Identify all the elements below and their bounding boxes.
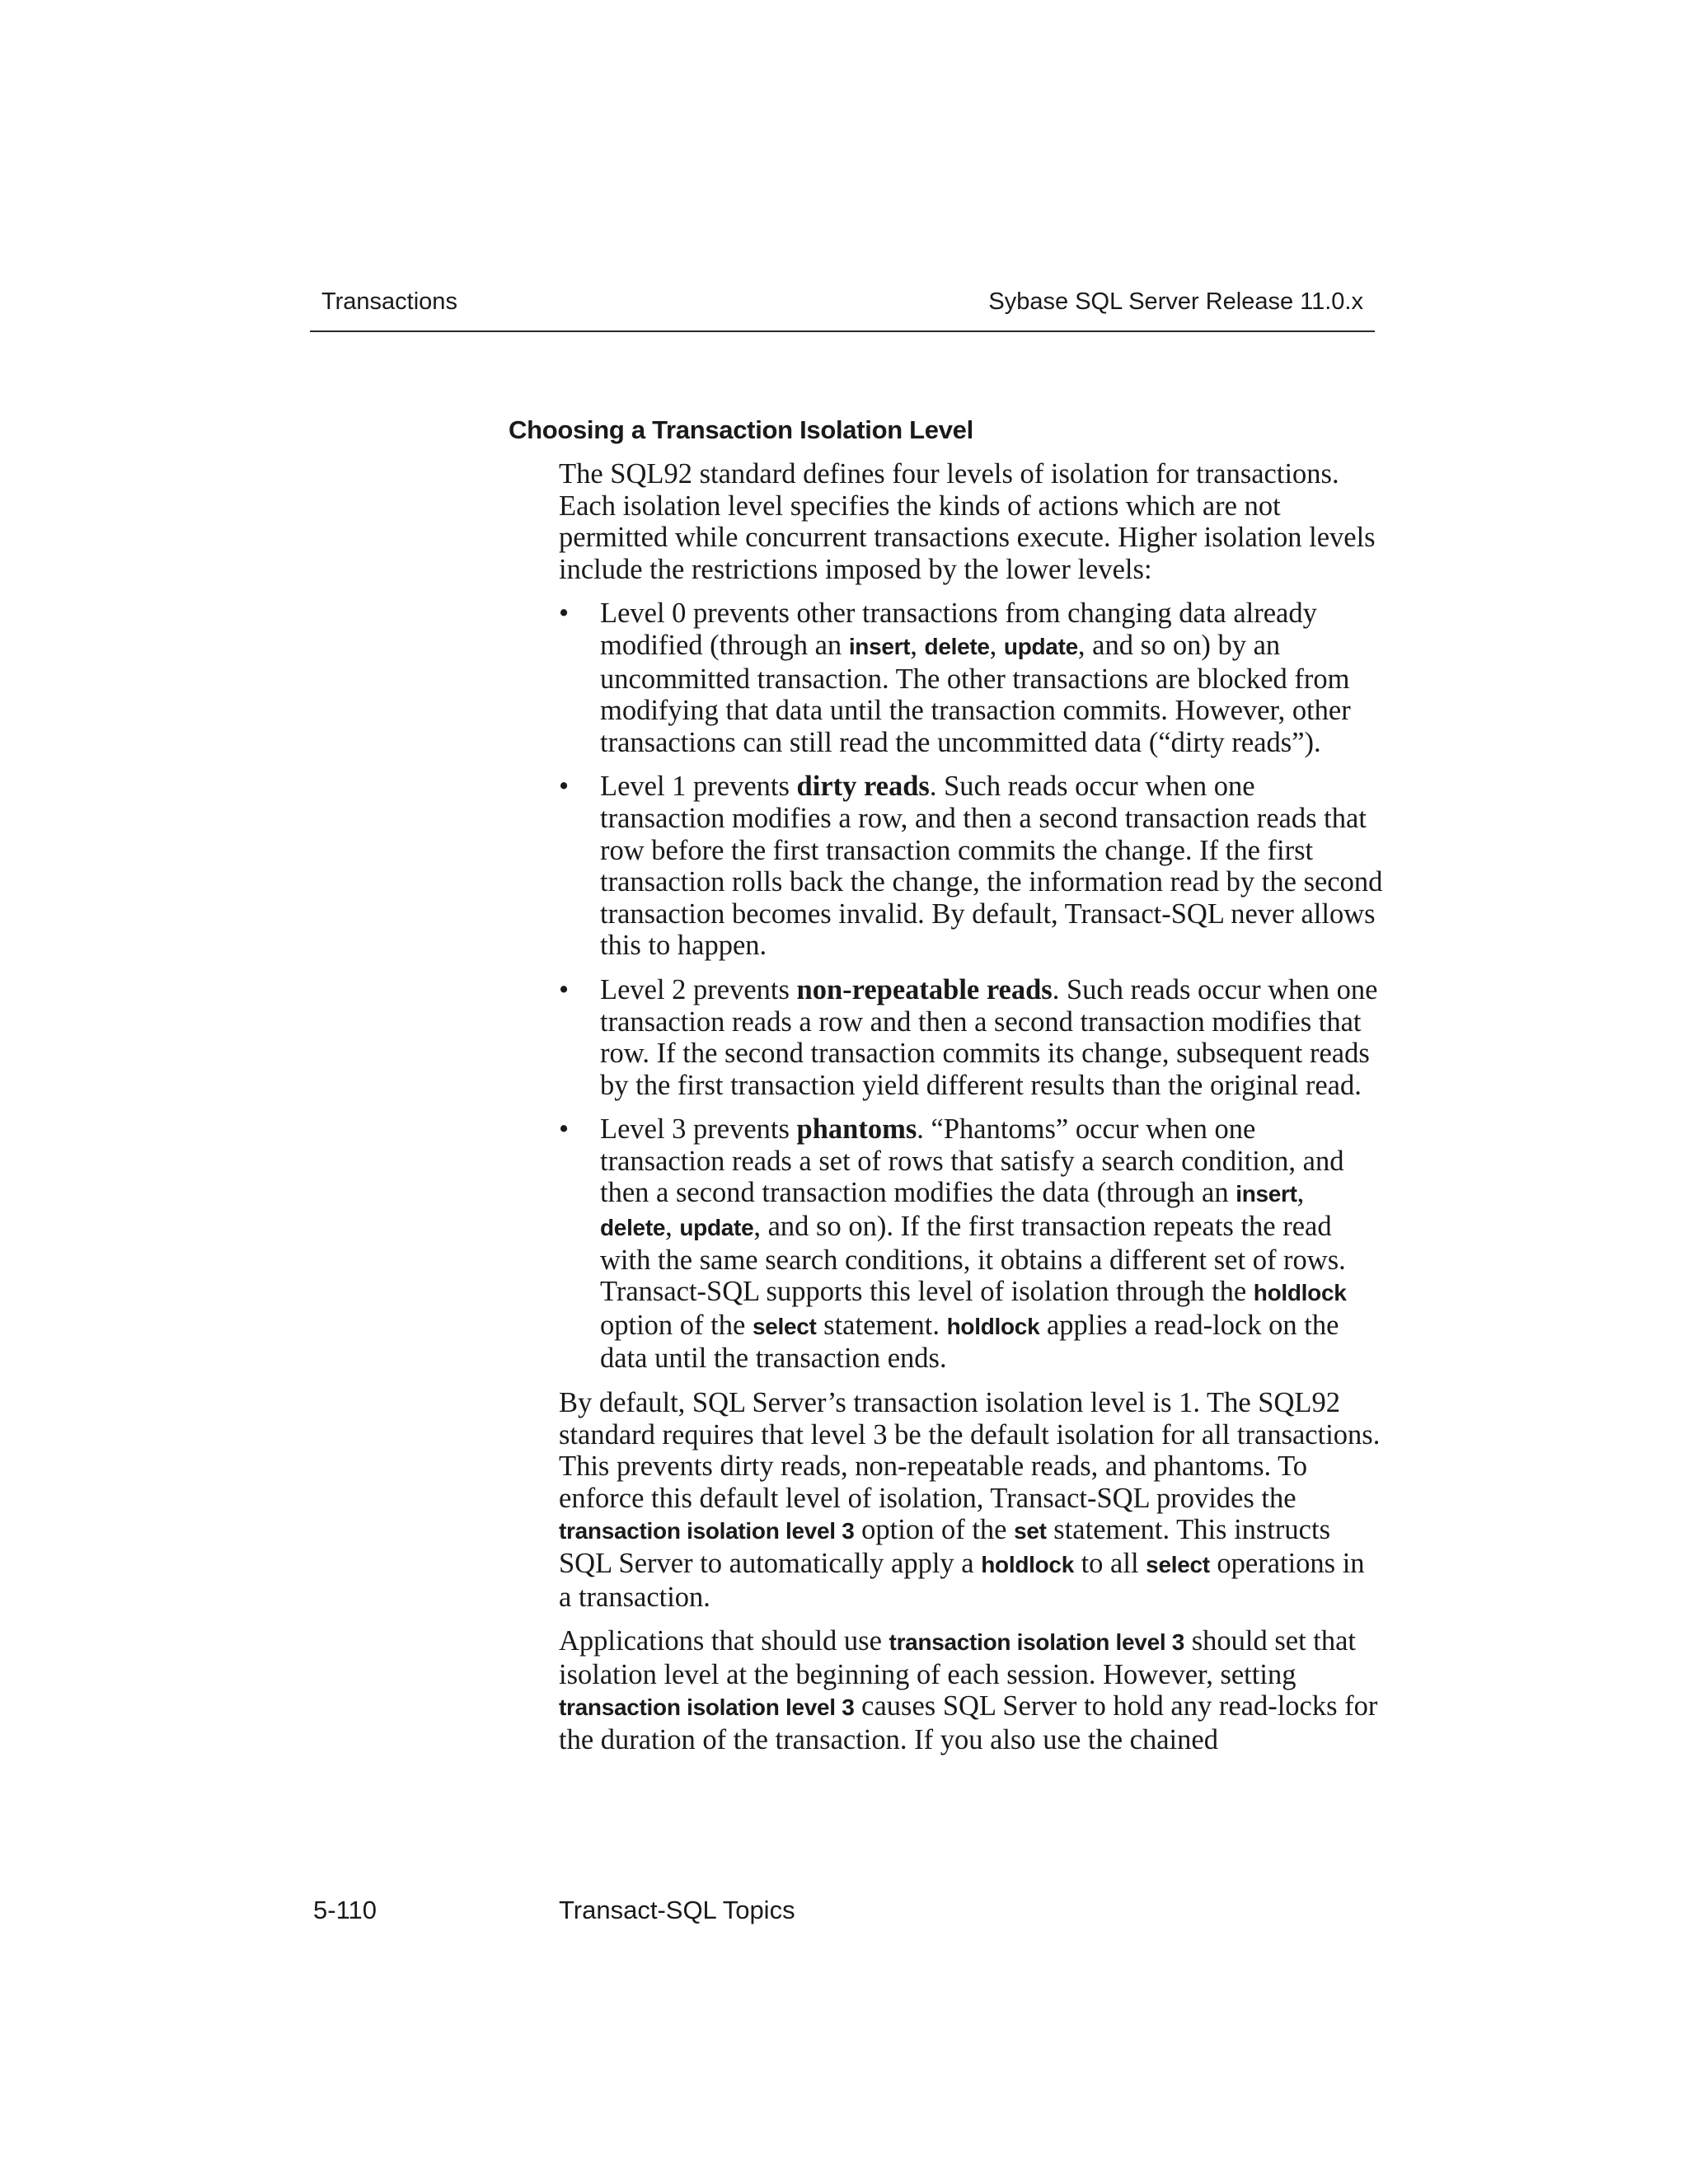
term-dirty-reads: dirty reads (796, 771, 930, 803)
keyword: update (1003, 633, 1078, 659)
header-product-release: Sybase SQL Server Release 11.0.x (988, 288, 1363, 315)
list-item-level-3: • Level 3 prevents phantoms. “Phantoms” occur when one transaction reads a set of rows that satisfy a search condition, and then a second transaction modifies the data (through an insert, delete, update, and so on). If the first transaction repeats the read with the same search conditions, it obtains a different set of rows. Transact-SQL supports this level of isolation through the holdlock option of the select statement. holdlock applies a read-lock on the data until the transaction ends. (559, 1113, 1347, 1375)
term-phantoms: phantoms (796, 1113, 917, 1146)
intro-paragraph: The SQL92 standard defines four levels of isolation for transactions. Each isolation level specifies the kinds of actions which are not permitted while concurrent transactions execute. Higher isolation levels include the restrictions imposed by the lower levels: (559, 458, 1376, 585)
keyword: delete (924, 633, 990, 659)
keyword: select (752, 1313, 817, 1339)
list-item-level-1: • Level 1 prevents dirty reads. Such reads occur when one transaction modifies a row, and then a second transaction reads that row before the first transaction commits the change. If the first transaction rolls back the change, the information read by the second transaction becomes invalid. By default, Transact-SQL never allows this to happen. (559, 771, 1383, 962)
bullet-icon: • (559, 1113, 570, 1146)
section-heading: Choosing a Transaction Isolation Level (509, 415, 973, 444)
body-text (559, 458, 1383, 1756)
bullet-icon: • (559, 771, 570, 803)
keyword: transaction isolation level 3 (559, 1518, 855, 1544)
header-chapter-title: Transactions (321, 288, 457, 315)
keyword: delete (600, 1215, 666, 1241)
keyword: transaction isolation level 3 (889, 1629, 1185, 1656)
keyword: holdlock (946, 1313, 1040, 1339)
keyword: set (1014, 1518, 1047, 1544)
term-non-repeatable-reads: non-repeatable reads (796, 973, 1053, 1005)
default-level-paragraph: By default, SQL Server’s transaction isolation level is 1. The SQL92 standard requires that level 3 be the default isolation for all transactions. This prevents dirty reads, non-repeatable reads, and phantoms. To enforce this default level of isolation, Transact-SQL provides the transaction isolation level 3 option of the set statement. This instructs SQL Server to automatically apply a holdlock to all select operations in a transaction. (559, 1387, 1381, 1613)
running-header (310, 285, 1375, 335)
keyword: transaction isolation level 3 (559, 1694, 855, 1721)
keyword: holdlock (1253, 1280, 1347, 1306)
bullet-icon: • (559, 598, 570, 630)
isolation-levels-list (559, 598, 1383, 1375)
keyword: holdlock (981, 1552, 1074, 1577)
footer-book-title: Transact-SQL Topics (559, 1896, 795, 1924)
list-item-level-0: • Level 0 prevents other transactions from changing data already modified (through an insert, delete, update, and so on) by an uncommitted transaction. The other transactions are blocked from modifying that data until the transaction commits. However, other transactions can still read the uncommitted data (“dirty reads”). (559, 598, 1351, 758)
applications-paragraph: Applications that should use transaction isolation level 3 should set that isolation level at the beginning of each session. However, setting transaction isolation level 3 causes SQL Server to hold any read-locks for the duration of the transaction. If you also use the chained (559, 1625, 1378, 1755)
keyword: select (1146, 1552, 1210, 1577)
header-rule (310, 330, 1375, 332)
footer-page-number: 5-110 (313, 1896, 377, 1924)
keyword: insert (1236, 1181, 1297, 1207)
keyword: update (679, 1215, 754, 1241)
keyword: insert (848, 633, 911, 659)
list-item-level-2: • Level 2 prevents non-repeatable reads. Such reads occur when one transaction reads a row and then a second transaction modifies that row. If the second transaction commits its change, subsequent reads by the first transaction yield different results than the original read. (559, 973, 1378, 1101)
bullet-icon: • (559, 973, 570, 1005)
